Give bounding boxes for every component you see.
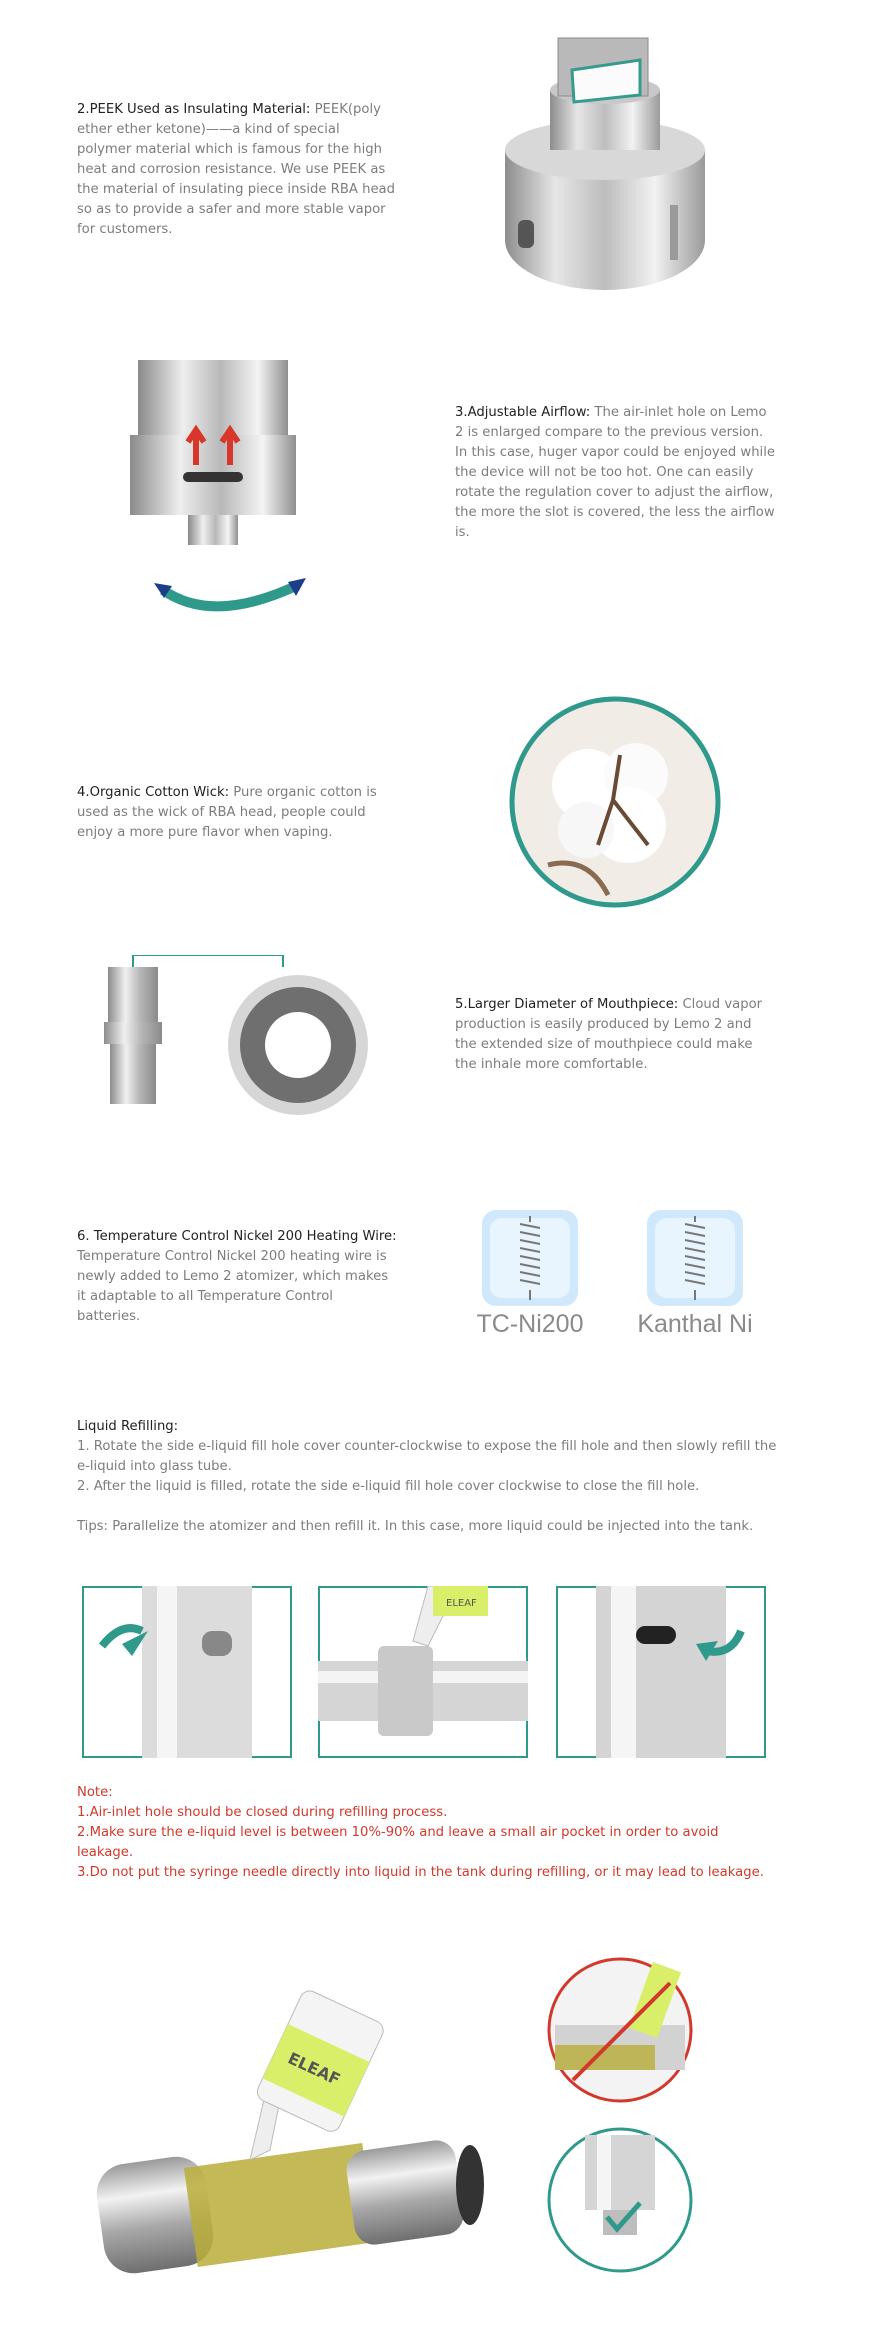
note-1: 1.Air-inlet hole should be closed during refilling process. bbox=[77, 1805, 448, 1820]
coil-ni200-image bbox=[480, 1208, 580, 1308]
nickel-body: Temperature Control Nickel 200 heating wire is newly added to Lemo 2 atomizer, which makes it adaptable to all Temperature Control batteries. bbox=[77, 1249, 389, 1324]
cotton-title: 4.Organic Cotton Wick: bbox=[77, 785, 230, 800]
mouthpiece-title: 5.Larger Diameter of Mouthpiece: bbox=[455, 997, 679, 1012]
nickel-text bbox=[77, 1227, 397, 1327]
note-title: Note: bbox=[77, 1785, 113, 1800]
refill-title: Liquid Refilling: bbox=[77, 1419, 179, 1434]
refill-tips: Tips: Parallelize the atomizer and then refill it. In this case, more liquid could be injected into the tank. bbox=[77, 1519, 754, 1534]
peek-title: 2.PEEK Used as Insulating Material: bbox=[77, 102, 311, 117]
airflow-image bbox=[88, 360, 388, 630]
peek-text bbox=[77, 100, 397, 240]
correct-refill-circle bbox=[545, 2125, 695, 2275]
coil-kanthal-image bbox=[645, 1208, 745, 1308]
refill-step-3-image bbox=[556, 1586, 766, 1758]
coil-ni200-label: TC-Ni200 bbox=[476, 1310, 584, 1338]
bottle-brand: ELEAF bbox=[285, 2048, 344, 2090]
refill-section bbox=[77, 1417, 777, 1537]
refill-illustration bbox=[80, 1980, 500, 2320]
bottle-brand-small: ELEAF bbox=[446, 1598, 477, 1609]
note-section bbox=[77, 1783, 777, 1883]
cotton-image bbox=[508, 695, 723, 910]
refill-step-1: 1. Rotate the side e-liquid fill hole cover counter-clockwise to expose the fill hole and then slowly refill the e-liquid into glass tube. bbox=[77, 1439, 777, 1474]
refill-step-2: 2. After the liquid is filled, rotate the side e-liquid fill hole cover clockwise to close the fill hole. bbox=[77, 1479, 700, 1494]
cotton-text bbox=[77, 783, 397, 843]
peek-body: PEEK(poly ether ether ketone)——a kind of special polymer material which is famous for the high heat and corrosion resistance. We use PEEK as the material of insulating piece inside RBA head so as to provide a safer and more stable vapor for customers. bbox=[77, 102, 396, 237]
mouthpiece-body: Cloud vapor production is easily produced by Lemo 2 and the extended size of mouthpiece could make the inhale more comfortable. bbox=[455, 997, 763, 1072]
airflow-title: 3.Adjustable Airflow: bbox=[455, 405, 591, 420]
nickel-title: 6. Temperature Control Nickel 200 Heating Wire: bbox=[77, 1229, 397, 1244]
cotton-body: Pure organic cotton is used as the wick of RBA head, people could enjoy a more pure flavor when vaping. bbox=[77, 785, 377, 840]
airflow-body: The air-inlet hole on Lemo 2 is enlarged compare to the previous version. In this case, huger vapor could be enjoyed while the device will not be too hot. One can easily rotate the regulation cover to adjust the airflow, the more the slot is covered, the less the airflow is. bbox=[455, 405, 775, 540]
mouthpiece-image bbox=[78, 955, 388, 1120]
airflow-text bbox=[455, 403, 775, 543]
coil-kanthal-label: Kanthal Ni bbox=[637, 1310, 753, 1338]
refill-step-1-image bbox=[82, 1586, 292, 1758]
mouthpiece-text bbox=[455, 995, 775, 1075]
refill-step-2-image bbox=[318, 1586, 528, 1758]
rba-head-image bbox=[490, 30, 720, 300]
wrong-refill-circle bbox=[545, 1955, 695, 2105]
note-3: 3.Do not put the syringe needle directly into liquid in the tank during refilling, or it may lead to leakage. bbox=[77, 1865, 764, 1880]
note-2: 2.Make sure the e-liquid level is between 10%-90% and leave a small air pocket in order to avoid leakage. bbox=[77, 1825, 719, 1860]
